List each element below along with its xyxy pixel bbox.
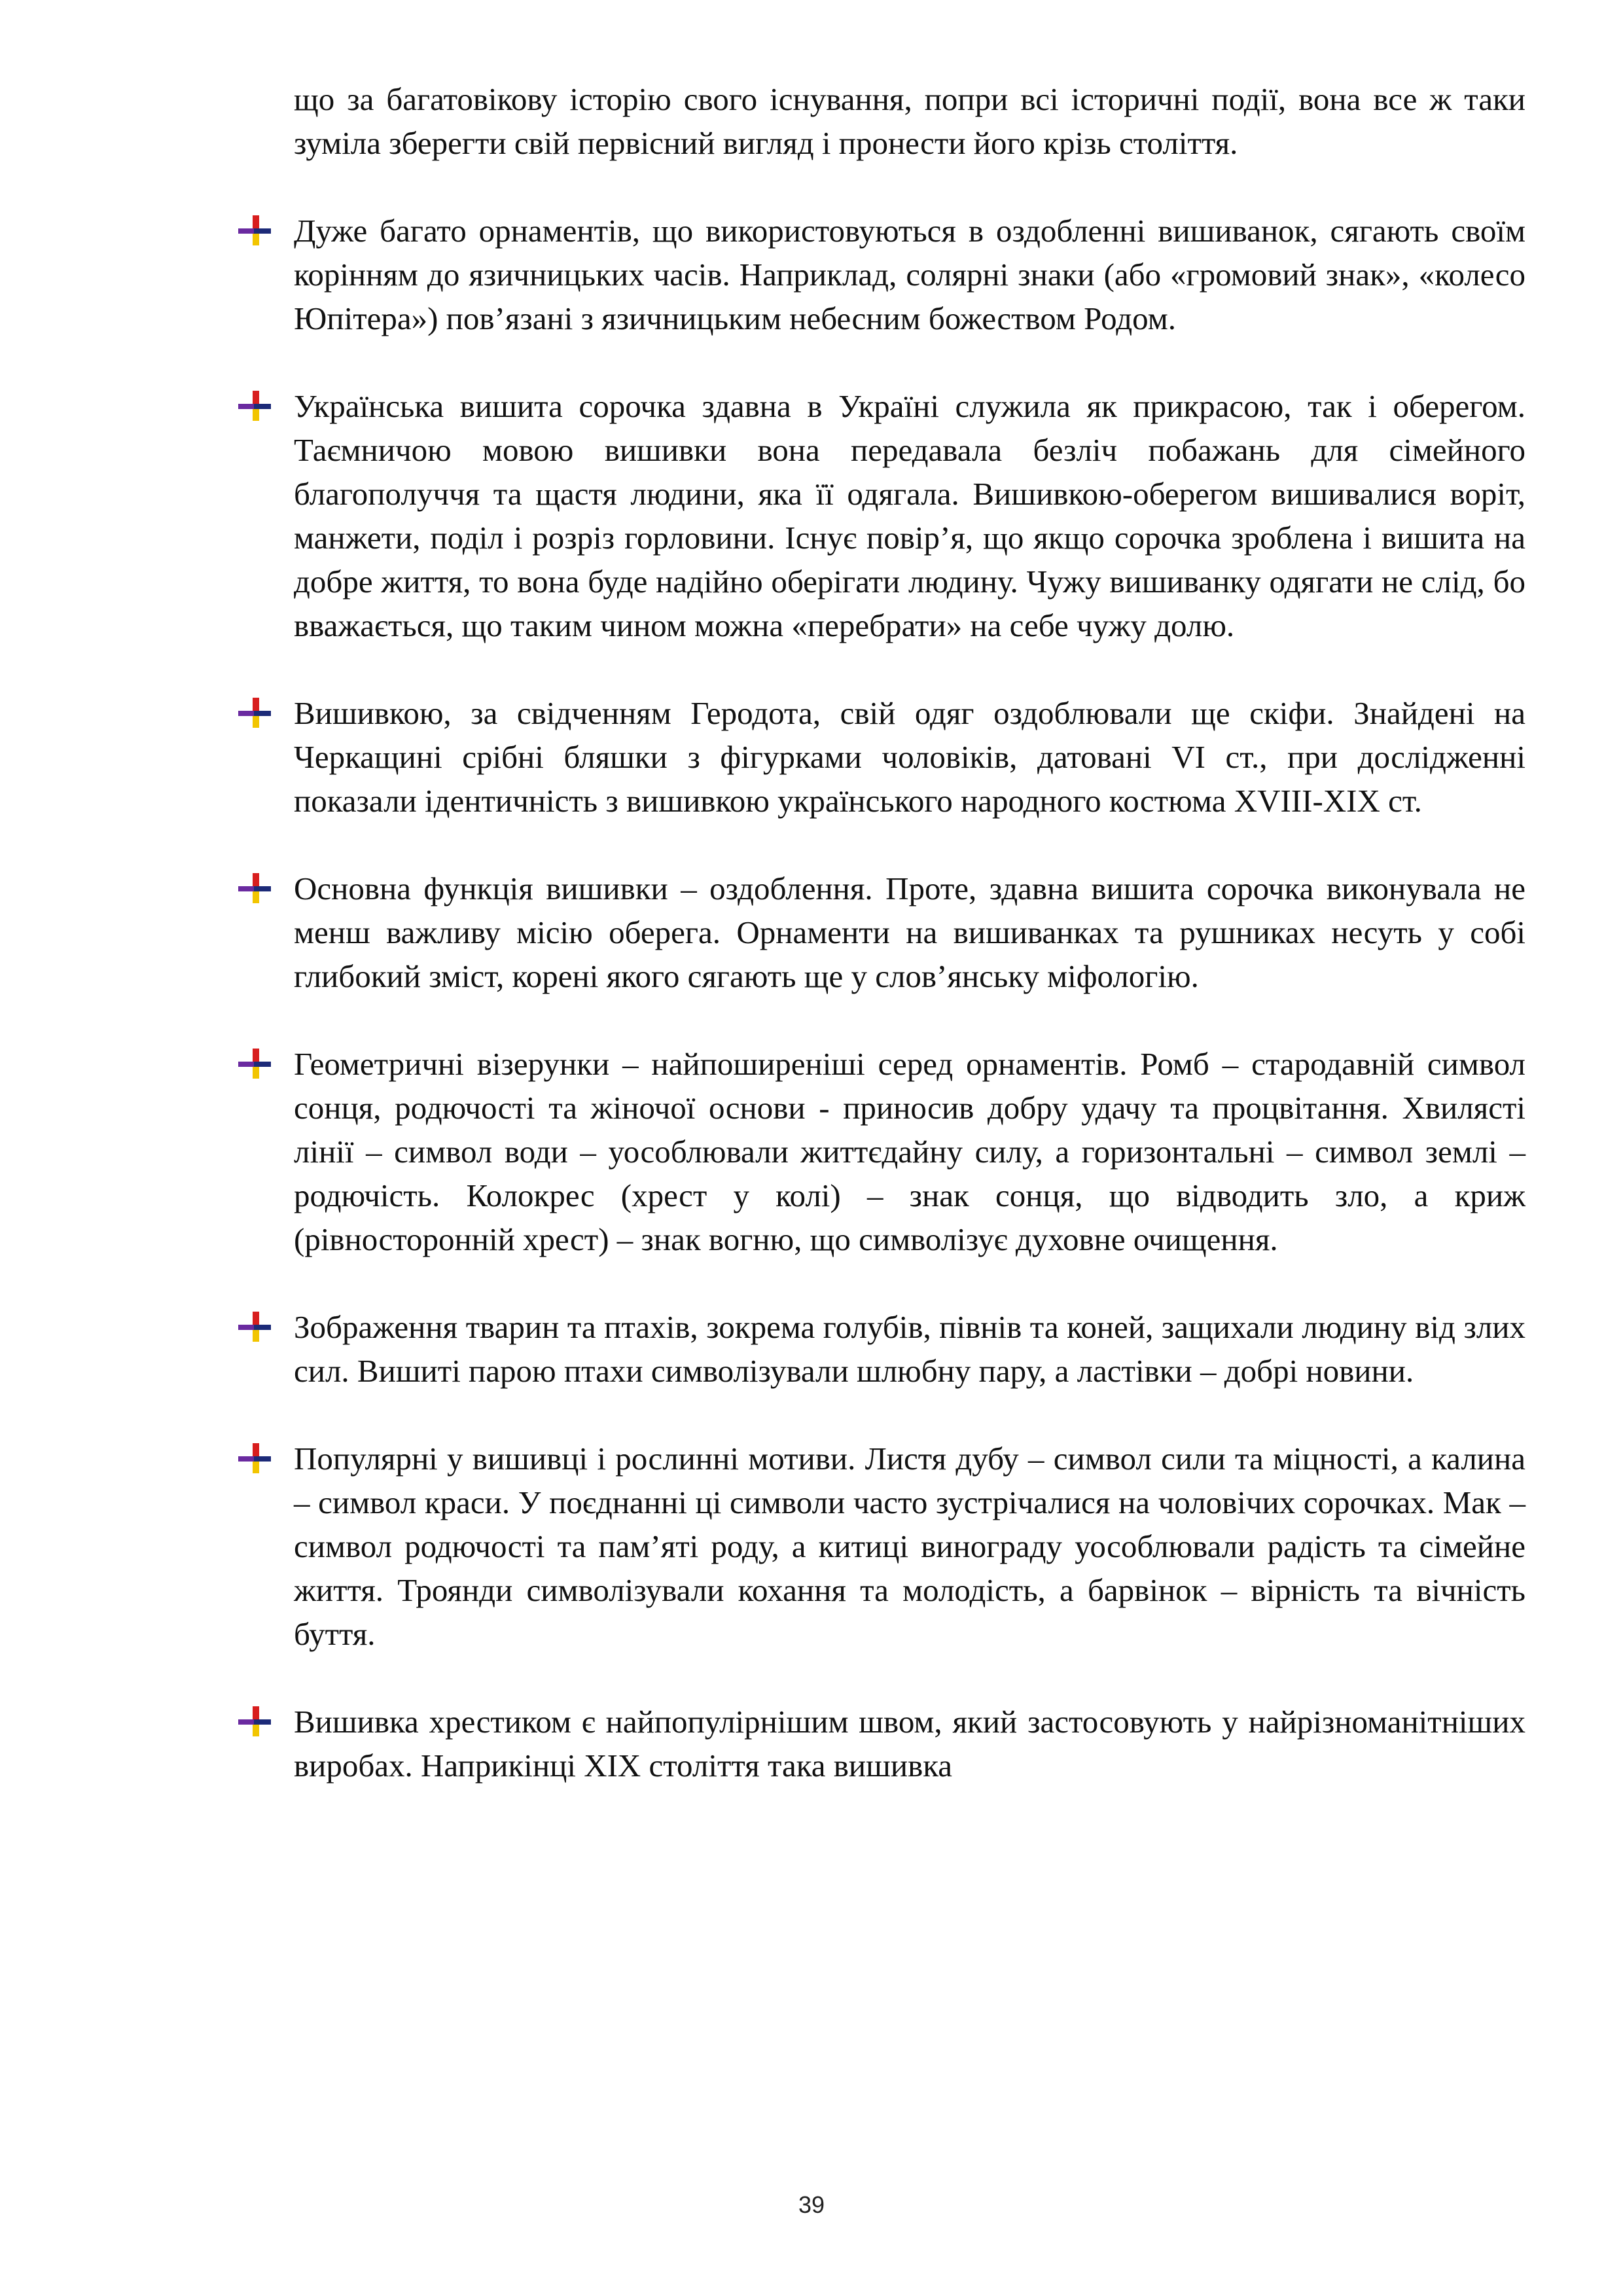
cross-bullet-icon	[238, 1312, 271, 1342]
cross-bullet-icon	[238, 215, 271, 245]
bullet-paragraph	[294, 384, 1525, 647]
bullet-paragraph	[294, 1700, 1525, 1787]
cross-bullet-icon	[238, 873, 271, 903]
cross-bullet-icon	[238, 1443, 271, 1473]
paragraph-text: Геометричні візерунки – найпоширеніші серед орнаментів. Ромб – стародавній символ сонця, родючості та жіночої основи - приносив добру удачу та процвітання. Хвилясті лінії – символ води – уособлювали життєдайну силу, а горизонтальні – символ землі – родючість. Колокрес (хрест у колі) – знак сонця, що відводить зло, а криж (рівносторонній хрест) – знак вогню, що символізує духовне очищення.	[294, 1046, 1525, 1257]
bullet-paragraph	[294, 867, 1525, 998]
cross-bullet-icon	[238, 391, 271, 421]
paragraph-text: Вишивка хрестиком є найпопулірнішим швом, який застосовують у найрізноманітніших виробах. Наприкінці XIX століття така вишивка	[294, 1704, 1525, 1784]
paragraph-text: Вишивкою, за свідченням Геродота, свій одяг оздоблювали ще скіфи. Знайдені на Черкащині срібні бляшки з фігурками чоловіків, датовані VI ст., при дослідженні показали ідентичність з вишивкою українського народного костюма XVIII-XIX ст.	[294, 695, 1525, 819]
paragraph-text: Дуже багато орнаментів, що використовуються в оздобленні вишиванок, сягають своїм корінням до язичницьких часів. Наприклад, солярні знаки (або «громовий знак», «колесо Юпітера») пов’язані з язичницьким небесним божеством Родом.	[294, 213, 1525, 336]
paragraph-text: Популярні у вишивці і рослинні мотиви. Листя дубу – символ сили та міцності, а калина – символ краси. У поєднанні ці символи часто зустрічалися на чоловічих сорочках. Мак – символ родючості та пам’яті роду, а китиці винограду уособлювали радість та сімейне життя. Троянди символізували кохання та молодість, а барвінок – вірність та вічність буття.	[294, 1441, 1525, 1652]
cross-bullet-icon	[238, 1049, 271, 1079]
cross-bullet-icon	[238, 1706, 271, 1736]
bullet-paragraph	[294, 209, 1525, 340]
paragraph-text: Українська вишита сорочка здавна в Україні служила як прикрасою, так і оберегом. Таємничою мовою вишивки вона передавала безліч побажань для сімейного благополуччя та щастя людини, яка її одягала. Вишивкою-оберегом вишивалися воріт, манжети, поділ і розріз горловини. Існує повір’я, що якщо сорочка зроблена і вишита на добре життя, то вона буде надійно оберігати людину. Чужу вишиванку одягати не слід, бо вважається, що таким чином можна «перебрати» на себе чужу долю.	[294, 388, 1525, 643]
bullet-paragraph	[294, 1042, 1525, 1261]
paragraph	[294, 77, 1525, 165]
bullet-paragraph	[294, 691, 1525, 823]
paragraph-text: що за багатовікову історію свого існування, попри всі історичні події, вона все ж таки зуміла зберегти свій первісний вигляд і пронести його крізь століття.	[294, 81, 1525, 161]
paragraph-text: Зображення тварин та птахів, зокрема голубів, півнів та коней, защихали людину від злих сил. Вишиті парою птахи символізували шлюбну пару, а ластівки – добрі новини.	[294, 1309, 1525, 1389]
document-body	[294, 77, 1525, 1831]
page-number: 39	[798, 2191, 825, 2218]
bullet-paragraph	[294, 1437, 1525, 1656]
cross-bullet-icon	[238, 698, 271, 728]
bullet-paragraph	[294, 1305, 1525, 1393]
paragraph-text: Основна функція вишивки – оздоблення. Проте, здавна вишита сорочка виконувала не менш важливу місію оберега. Орнаменти на вишиванках та рушниках несуть у собі глибокий зміст, корені якого сягають ще у слов’янську міфологію.	[294, 870, 1525, 994]
